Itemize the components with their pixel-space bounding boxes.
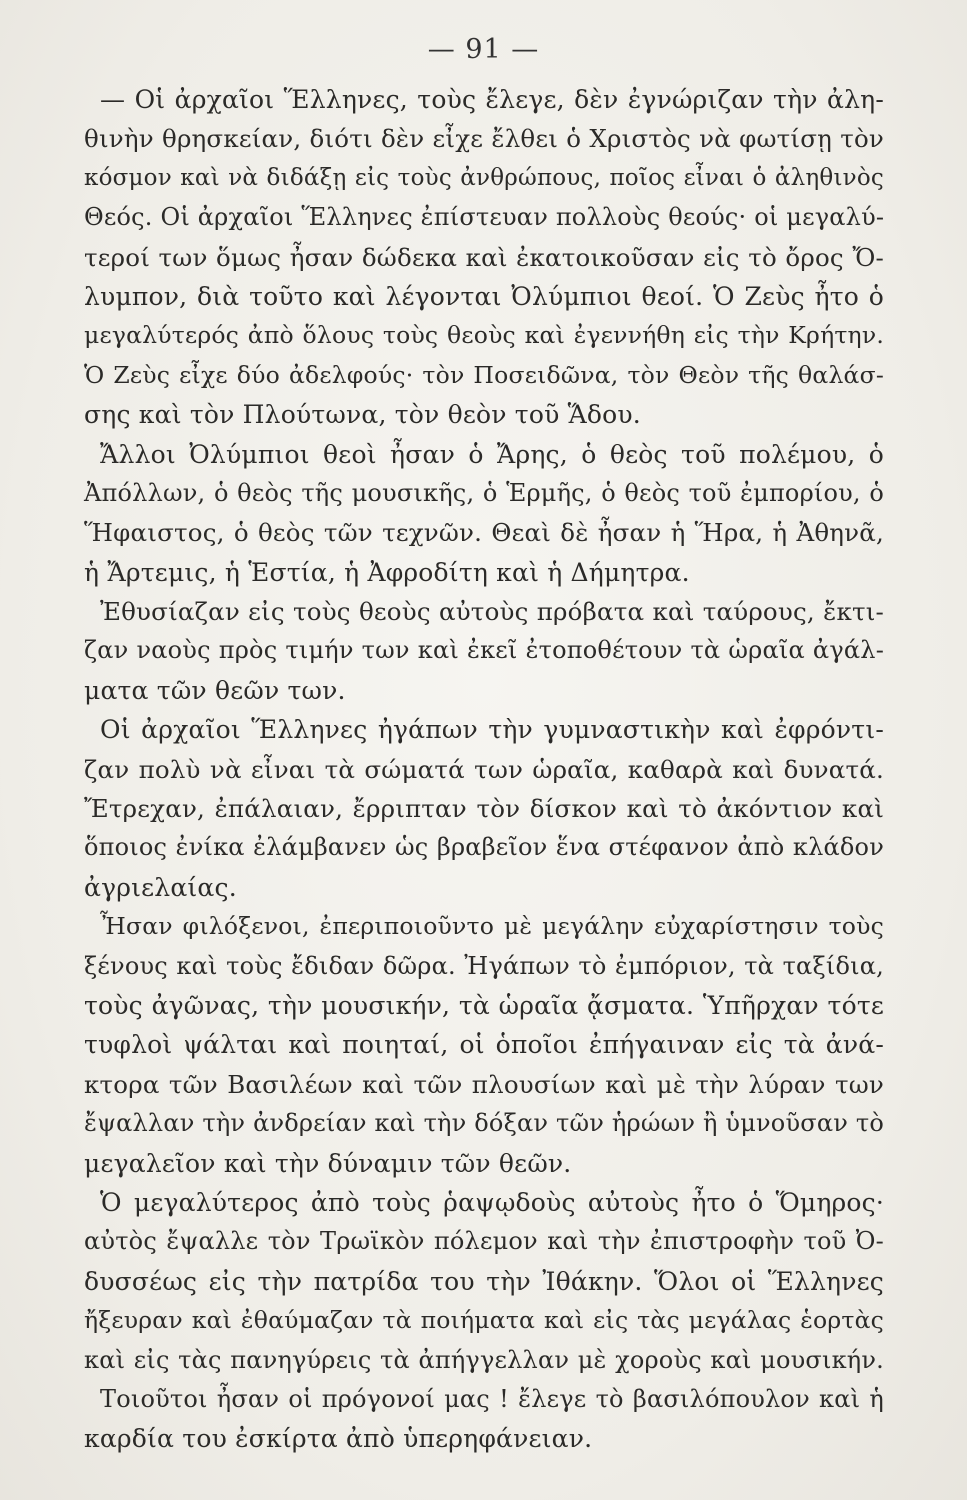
text-line: Ἔτρεχαν, ἐπάλαιαν, ἔρριπταν τὸν δίσκον καὶ τὸ ἀκόντιον καὶ bbox=[84, 794, 884, 824]
page-number: — 91 — bbox=[427, 34, 540, 65]
text-line: κόσμον καὶ νὰ διδάξῃ εἰς τοὺς ἀνθρώπους, ποῖος εἶναι ὁ ἀληθινὸς bbox=[84, 164, 884, 191]
text-line: τυφλοὶ ψάλται καὶ ποιηταί, οἱ ὁποῖοι ἐπήγαιναν εἰς τὰ ἀνά- bbox=[84, 1030, 884, 1060]
text-line: ἤξευραν καὶ ἐθαύμαζαν τὰ ποιήματα καὶ εἰς τὰς μεγάλας ἑορτὰς bbox=[84, 1306, 884, 1335]
text-line: δυσσέως εἰς τὴν πατρίδα του τὴν Ἰθάκην. Ὅλοι οἱ Ἕλληνες bbox=[84, 1266, 884, 1296]
text-line: καὶ εἰς τὰς πανηγύρεις τὰ ἀπήγγελλαν μὲ χοροὺς καὶ μουσικήν. bbox=[84, 1345, 884, 1374]
text-line: Ἀπόλλων, ὁ θεὸς τῆς μουσικῆς, ὁ Ἑρμῆς, ὁ θεὸς τοῦ ἐμπορίου, ὁ bbox=[84, 478, 884, 507]
text-line: ἡ Ἄρτεμις, ἡ Ἑστία, ἡ Ἀφροδίτη καὶ ἡ Δήμητρα. bbox=[84, 557, 690, 587]
text-line: ξένους καὶ τοὺς ἔδιδαν δῶρα. Ἠγάπων τὸ ἐμπόριον, τὰ ταξίδια, bbox=[84, 951, 884, 980]
text-line: τεροί των ὅμως ἦσαν δώδεκα καὶ ἐκατοικοῦσαν εἰς τὸ ὄρος Ὄ- bbox=[84, 242, 884, 272]
text-line: Θεός. Οἱ ἀρχαῖοι Ἕλληνες ἐπίστευαν πολλοὺς θεούς· οἱ μεγαλύ- bbox=[84, 203, 885, 232]
text-line: κτορα τῶν Βασιλέων καὶ τῶν πλουσίων καὶ μὲ τὴν λύραν των bbox=[84, 1069, 884, 1099]
text-line: λυμπον, διὰ τοῦτο καὶ λέγονται Ὀλύμπιοι θεοί. Ὁ Ζεὺς ἦτο ὁ bbox=[84, 281, 884, 311]
text-line: ζαν πολὺ νὰ εἶναι τὰ σώματά των ὡραῖα, καθαρὰ καὶ δυνατά. bbox=[84, 754, 884, 784]
text-line: ὅποιος ἐνίκα ἐλάμβανεν ὡς βραβεῖον ἕνα στέφανον ἀπὸ κλάδον bbox=[84, 833, 884, 862]
text-line: Ὁ μεγαλύτερος ἀπὸ τοὺς ῥαψῳδοὺς αὐτοὺς ἦτο ὁ Ὅμηρος· bbox=[100, 1187, 884, 1217]
text-line: Ἦσαν φιλόξενοι, ἐπεριποιοῦντο μὲ μεγάλην εὐχαρίστησιν τοὺς bbox=[100, 912, 884, 941]
text-line: Ἐθυσίαζαν εἰς τοὺς θεοὺς αὐτοὺς πρόβατα καὶ ταύρους, ἔκτι- bbox=[100, 597, 884, 627]
body-text bbox=[84, 80, 884, 1459]
text-line: μεγαλεῖον καὶ τὴν δύναμιν τῶν θεῶν. bbox=[84, 1148, 572, 1178]
text-line: Ἄλλοι Ὀλύμπιοι θεοὶ ἦσαν ὁ Ἄρης, ὁ θεὸς τοῦ πολέμου, ὁ bbox=[100, 439, 884, 469]
text-line: — Οἱ ἀρχαῖοι Ἕλληνες, τοὺς ἔλεγε, δὲν ἐγνώριζαν τὴν ἀλη- bbox=[100, 85, 884, 114]
text-line: μεγαλύτερός ἀπὸ ὅλους τοὺς θεοὺς καὶ ἐγεννήθη εἰς τὴν Κρήτην. bbox=[84, 321, 884, 350]
text-line: Ὁ Ζεὺς εἶχε δύο ἀδελφούς· τὸν Ποσειδῶνα, τὸν Θεὸν τῆς θαλάσ- bbox=[84, 360, 884, 389]
text-line: ματα τῶν θεῶν των. bbox=[84, 675, 346, 705]
text-line: αὐτὸς ἔψαλλε τὸν Τρωϊκὸν πόλεμον καὶ τὴν ἐπιστροφὴν τοῦ Ὀ- bbox=[84, 1227, 884, 1256]
text-line: Τοιοῦτοι ἦσαν οἱ πρόγονοί μας ! ἔλεγε τὸ βασιλόπουλον καὶ ἡ bbox=[100, 1384, 884, 1413]
text-line: ἔψαλλαν τὴν ἀνδρείαν καὶ τὴν δόξαν τῶν ἡρώων ἢ ὑμνοῦσαν τὸ bbox=[84, 1109, 884, 1138]
text-line: σης καὶ τὸν Πλούτωνα, τὸν θεὸν τοῦ Ἅδου. bbox=[84, 400, 641, 430]
text-line: τοὺς ἀγῶνας, τὴν μουσικήν, τὰ ὡραῖα ᾄσματα. Ὑπῆρχαν τότε bbox=[84, 990, 884, 1020]
text-line: Οἱ ἀρχαῖοι Ἕλληνες ἠγάπων τὴν γυμναστικὴν καὶ ἐφρόντι- bbox=[100, 715, 884, 745]
text-line: Ἥφαιστος, ὁ θεὸς τῶν τεχνῶν. Θεαὶ δὲ ἦσαν ἡ Ἥρα, ἡ Ἀθηνᾶ, bbox=[84, 518, 884, 548]
text-line: ἀγριελαίας. bbox=[84, 872, 237, 902]
text-line: ζαν ναοὺς πρὸς τιμήν των καὶ ἐκεῖ ἐτοποθέτουν τὰ ὡραῖα ἀγάλ- bbox=[84, 636, 884, 665]
text-line: θινὴν θρησκείαν, διότι δὲν εἶχε ἔλθει ὁ Χριστὸς νὰ φωτίσῃ τὸν bbox=[84, 124, 884, 154]
text-line: καρδία του ἐσκίρτα ἀπὸ ὑπερηφάνειαν. bbox=[84, 1424, 593, 1454]
